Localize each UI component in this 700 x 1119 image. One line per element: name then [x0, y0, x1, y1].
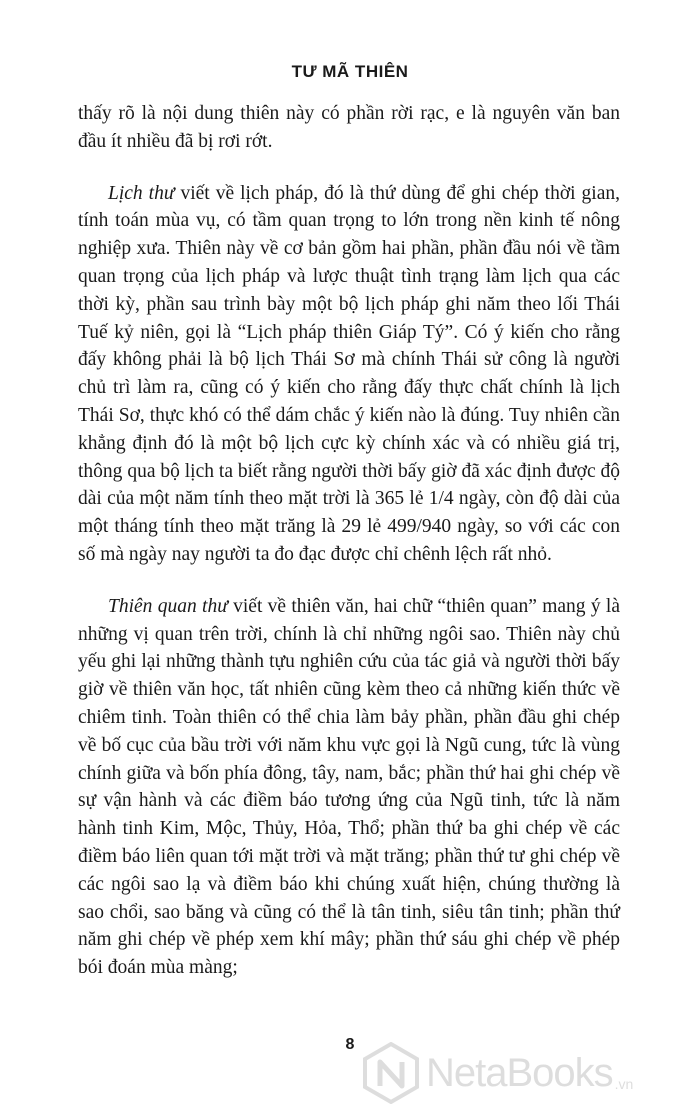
paragraph-text: viết về lịch pháp, đó là thứ dùng để ghi chép thời gian, tính toán mùa vụ, có tầm quan trọng to lớn trong nền kinh tế nông nghiệp xưa. Thiên này về cơ bản gồm hai phần, phần đầu nói về tầm quan trọng của lịch pháp và lược thuật tình trạng làm lịch qua các thời kỳ, phần sau trình bày một bộ lịch pháp ghi năm theo lối Thái Tuế kỷ niên, gọi là “Lịch pháp thiên Giáp Tý”. Có ý kiến cho rằng đấy không phải là bộ lịch Thái Sơ mà chính Thái sử công là người chủ trì làm ra, cũng có ý kiến cho rằng đấy thực chất chính là lịch Thái Sơ, thực khó có thể dám chắc ý kiến nào là đúng. Tuy nhiên cần khẳng định đó là một bộ lịch cực kỳ chính xác và có nhiều giá trị, thông qua bộ lịch ta biết rằng người thời bấy giờ đã xác định được độ dài của một năm tính theo mặt trời là 365 lẻ 1/4 ngày, còn độ dài của một tháng tính theo mặt trăng là 29 lẻ 499/940 ngày, so với các con số mà ngày nay người ta đo đạc được chỉ chênh lệch rất nhỏ.: [78, 182, 620, 565]
paragraph-text: viết về thiên văn, hai chữ “thiên quan” mang ý là những vị quan trên trời, chính là chỉ những ngôi sao. Thiên này chủ yếu ghi lại những thành tựu nghiên cứu của tác giả và người thời bấy giờ về thiên văn học, tất nhiên cũng kèm theo cả những kiến thức về chiêm tinh. Toàn thiên có thể chia làm bảy phần, phần đầu ghi chép về bố cục của bầu trời với năm khu vực gọi là Ngũ cung, tức là vùng chính giữa và bốn phía đông, tây, nam, bắc; phần thứ hai ghi chép về sự vận hành và các điềm báo tương ứng của Ngũ tinh, tức là năm hành tinh Kim, Mộc, Thủy, Hỏa, Thổ; phần thứ ba ghi chép về các điềm báo liên quan tới mặt trời và mặt trăng; phần thứ tư ghi chép về các ngôi sao lạ và điềm báo khi chúng xuất hiện, chúng thường là sao chổi, sao băng và cũng có thể là tân tinh, siêu tân tinh; phần thứ năm ghi chép về phép xem khí mây; phần thứ sáu ghi chép về phép bói đoán mùa màng;: [78, 595, 620, 979]
paragraph-continuation: [78, 100, 620, 156]
paragraph-lich-thu: [78, 180, 620, 569]
running-header: TƯ MÃ THIÊN: [291, 62, 409, 81]
paragraph-lead-title: Thiên quan thư: [108, 595, 228, 617]
paragraph-thien-quan-thu: [78, 593, 620, 982]
netabooks-watermark: [362, 1038, 692, 1108]
paragraph-text: thấy rõ là nội dung thiên này có phần rời rạc, e là nguyên văn ban đầu ít nhiều đã bị rơi rớt.: [78, 103, 620, 152]
page-number: 8: [345, 1036, 355, 1053]
watermark-brand: NetaBooks: [426, 1050, 613, 1095]
watermark-suffix: .vn: [614, 1076, 634, 1092]
page-body: [78, 100, 620, 1006]
netabooks-logo-icon: [362, 1042, 420, 1104]
paragraph-lead-title: Lịch thư: [108, 182, 175, 204]
